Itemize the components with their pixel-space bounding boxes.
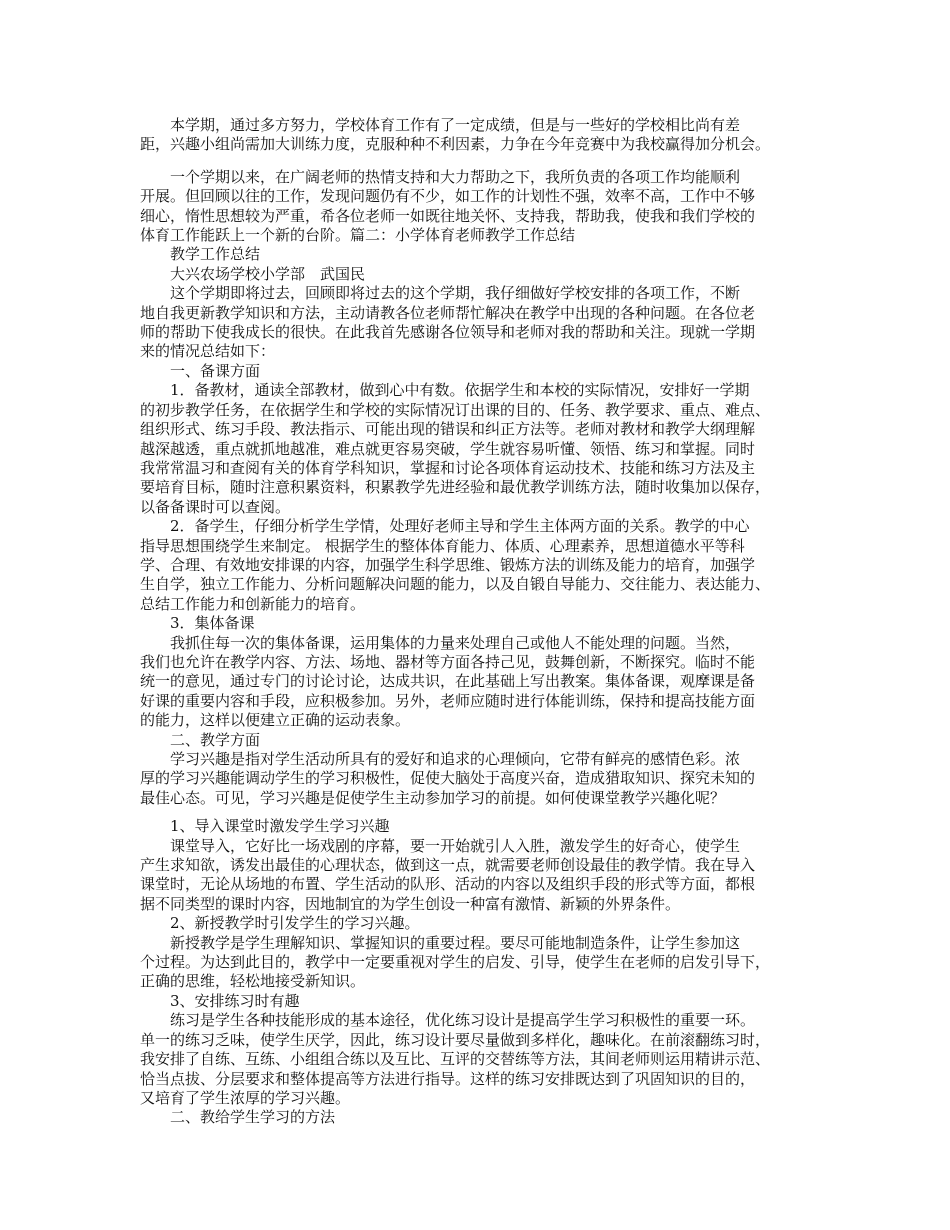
text-line: 单一的练习乏味，使学生厌学，因此，练习设计要尽量做到多样化，趣味化。在前滚翻练习时， [140,1030,771,1049]
text-line: 大兴农场学校小学部 武国民 [140,264,366,283]
text-line: 指导思想围绕学生来制定。 根据学生的整体体育能力、体质、心理素养，思想道德水平等科 [140,536,745,555]
text-line: 我常常温习和查阅有关的体育学科知识，掌握和讨论各项体育运动技术、技能和练习方法及主 [140,458,756,477]
text-line: 二、教给学生学习的方法 [140,1108,336,1127]
text-line: 我们也允许在教学内容、方法、场地、器材等方面各持己见，鼓舞创新，不断探究。临时不能 [140,652,756,671]
text-line: 总结工作能力和创新能力的培育。 [140,594,366,613]
text-line: 教学工作总结 [140,245,261,264]
text-line: 课堂时，无论从场地的布置、学生活动的队形、活动的内容以及组织手段的形式等方面，都根 [140,875,756,894]
text-line: 体育工作能跃上一个新的台阶。篇二：小学体育老师教学工作总结 [140,226,576,245]
text-line: 本学期，通过多方努力，学校体育工作有了一定成绩，但是与一些好的学校相比尚有差 [140,116,741,134]
text-line: 恰当点拔、分层要求和整体提高等方法进行指导。这样的练习安排既达到了巩固知识的目的， [140,1069,756,1088]
paragraph-gap [140,808,812,817]
text-line: 个过程。为达到此目的，教学中一定要重视对学生的启发、引导，使学生在老师的启发引导下， [140,953,771,972]
text-line: 2、新授教学时引发学生的学习兴趣。 [140,914,420,933]
text-line: 又培育了学生浓厚的学习兴趣。 [140,1088,351,1107]
text-line: 1．备教材，通读全部教材，做到心中有数。依据学生和本校的实际情况，安排好一学期 [140,381,750,400]
text-line: 1、导入课堂时激发学生学习兴趣 [140,817,390,836]
text-line: 生自学，独立工作能力、分析问题解决问题的能力，以及自锻自导能力、交往能力、表达能力、 [140,575,771,594]
text-line: 地自我更新教学知识和方法，主动请教各位老师帮忙解决在教学中出现的各种问题。在各位老 [140,303,756,322]
text-block [140,817,812,1128]
text-line: 二、教学方面 [140,730,261,749]
text-line: 厚的学习兴趣能调动学生的学习积极性，促使大脑处于高度兴奋，造成猎取知识、探究未知的 [140,769,756,788]
text-line: 要培育目标，随时注意积累资料，积累教学先进经验和最优教学训练方法，随时收集加以保存， [140,478,771,497]
text-line: 一个学期以来，在广阔老师的热情支持和大力帮助之下，我所负责的各项工作均能顺利 [140,167,741,186]
text-line: 我抓住每一次的集体备课，运用集体的力量来处理自己或他人不能处理的问题。当然， [140,633,741,652]
text-block [140,116,812,155]
text-line: 产生求知欲，诱发出最佳的心理状态，做到这一点，就需要老师创设最佳的教学情。我在导入 [140,856,756,875]
text-line: 3．集体备课 [140,614,255,633]
text-line: 最佳心态。可见，学习兴趣是促使学生主动参加学习的前提。如何使课堂教学兴趣化呢？ [140,788,726,807]
text-line: 师的帮助下使我成长的很快。在此我首先感谢各位领导和老师对我的帮助和关注。现就一学期 [140,323,756,342]
text-line: 3、安排练习时有趣 [140,991,300,1010]
text-line: 学习兴趣是指对学生活动所具有的爱好和追求的心理倾向，它带有鲜亮的感情色彩。浓 [140,750,741,768]
text-line: 2．备学生，仔细分析学生学情，处理好老师主导和学生主体两方面的关系。教学的中心 [140,517,750,536]
text-line: 我安排了自练、互练、小组组合练以及互比、互评的交替练等方法，其间老师则运用精讲示范、 [140,1050,771,1069]
text-line: 这个学期即将过去，回顾即将过去的这个学期，我仔细做好学校安排的各项工作，不断 [140,284,741,303]
text-line: 以备备课时可以查阅。 [140,497,291,516]
paragraph-gap [140,155,812,168]
text-line: 好课的重要内容和手段，应积极参加。另外，老师应随时进行体能训练，保持和提高技能方面 [140,691,756,710]
text-line: 学、合理、有效地安排课的内容，加强学生科学思维、锻炼方法的训练及能力的培育，加强学 [140,555,756,574]
text-line: 组织形式、练习手段、教法指示、可能出现的错误和纠正方法等。老师对教材和教学大纲理解 [140,420,756,439]
text-block [140,168,812,808]
text-line: 新授教学是学生理解知识、掌握知识的重要过程。要尽可能地制造条件，让学生参加这 [140,933,741,952]
text-line: 据不同类型的课时内容，因地制宜的为学生创设一种富有激情、新颖的外界条件。 [140,894,681,913]
text-line: 统一的意见，通过专门的讨论讨论，达成共识，在此基础上写出教案。集体备课，观摩课是备 [140,672,756,691]
document-body [140,116,812,1128]
text-line: 来的情况总结如下： [140,342,276,361]
text-line: 开展。但回顾以往的工作，发现问题仍有不少，如工作的计划性不强，效率不高，工作中不够 [140,187,756,206]
text-line: 越深越透，重点就抓地越准，难点就更容易突破，学生就容易听懂、领悟、练习和掌握。同时 [140,439,756,458]
text-line: 的初步教学任务，在依据学生和学校的实际情况订出课的目的、任务、教学要求、重点、难点、 [140,400,771,419]
text-line: 课堂导入，它好比一场戏剧的序幕，要一开始就引人入胜，激发学生的好奇心，使学生 [140,836,741,855]
text-line: 距，兴趣小组尚需加大训练力度，克服种种不利因素，力争在今年竞赛中为我校赢得加分机会。 [140,135,771,154]
text-line: 练习是学生各种技能形成的基本途径，优化练习设计是提高学生学习积极性的重要一环。 [140,1011,756,1030]
text-line: 细心，惰性思想较为严重，希各位老师一如既往地关怀、支持我，帮助我，使我和我们学校的 [140,206,756,225]
text-line: 的能力，这样以便建立正确的运动表象。 [140,711,411,730]
text-line: 正确的思维，轻松地接受新知识。 [140,972,366,991]
text-line: 一、备课方面 [140,361,261,380]
